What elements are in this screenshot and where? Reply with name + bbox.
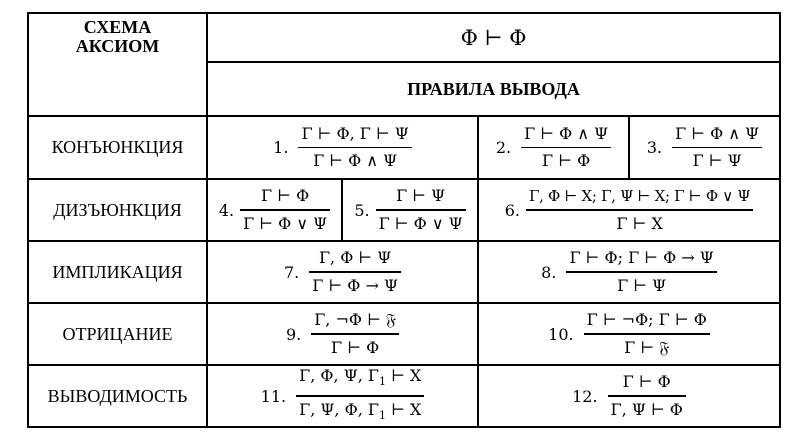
rule-7-cell: [208, 242, 477, 302]
rule-number: 3.: [646, 138, 663, 157]
fraction-bar: [526, 209, 753, 211]
rule-10: [548, 308, 710, 360]
category-implication: ИМПЛИКАЦИЯ: [52, 261, 183, 282]
fraction-bar: [376, 209, 466, 211]
fraction-bar: [566, 271, 716, 273]
rule-9-cell: [208, 304, 477, 364]
rule-conclusion: Γ ⊢ Φ: [331, 337, 380, 357]
fraction-bar: [298, 147, 411, 149]
rule-number: 9.: [285, 324, 302, 344]
rule-number: 6.: [504, 200, 520, 220]
rule-4-cell: [208, 180, 341, 240]
rule-fraction: [608, 370, 686, 422]
rule-fraction: [584, 308, 710, 360]
axiom-schema-header-line1: СХЕМА: [83, 17, 152, 37]
rule-9: [286, 308, 399, 360]
rule-fraction: [240, 184, 330, 236]
axiom-schema-header: [29, 14, 206, 115]
rule-5: [354, 184, 465, 236]
rule-6-cell: [479, 180, 779, 240]
rule-conclusion: Γ ⊢ X: [616, 213, 663, 233]
rule-fraction: [376, 184, 466, 236]
rule-fraction: [566, 246, 716, 298]
rule-premise: Γ ⊢ Φ ∧ Ψ: [524, 123, 609, 143]
fraction-bar: [240, 209, 330, 211]
fraction-bar: [311, 333, 399, 335]
rule-8: [541, 246, 717, 298]
premise-consequent: ⊢ X: [386, 366, 422, 386]
rule-fraction: [311, 308, 399, 360]
rule-7: [284, 246, 401, 298]
rule-4: [219, 184, 330, 236]
axiom-formula: Φ ⊢ Φ: [460, 25, 527, 50]
rule-premise: Γ ⊢ Φ; Γ ⊢ Φ → Ψ: [569, 248, 714, 268]
conclusion-consequent: ⊢ X: [386, 399, 422, 419]
rule-number: 4.: [218, 200, 235, 220]
rule-premise: Γ ⊢ Φ, Γ ⊢ Ψ: [301, 123, 409, 143]
rule-premise: Γ ⊢ Φ: [622, 372, 671, 392]
rule-conclusion: Γ ⊢ 𝔉: [624, 337, 670, 357]
rule-premise: Γ, Φ ⊢ X; Γ, Ψ ⊢ X; Γ ⊢ Φ ∨ Ψ: [528, 187, 751, 206]
inference-rules-title: ПРАВИЛА ВЫВОДА: [407, 78, 580, 99]
rule-conclusion: Γ ⊢ Φ: [542, 151, 591, 171]
rule-number: 2.: [495, 138, 512, 157]
premise-context: Γ, Φ, Ψ, Γ: [299, 366, 379, 386]
rule-10-cell: [479, 304, 779, 364]
rule-fraction: [526, 184, 753, 236]
rule-premise: Γ ⊢ Φ ∧ Ψ: [675, 123, 760, 143]
fraction-bar: [521, 147, 611, 149]
rule-conclusion: Γ, Ψ ⊢ Φ: [610, 399, 683, 419]
fraction-bar: [296, 395, 424, 397]
rule-2-cell: [479, 117, 628, 178]
rule-premise: [296, 364, 424, 394]
rule-fraction: [309, 246, 401, 298]
rule-11-cell: [208, 366, 477, 426]
rule-number: 1.: [273, 138, 289, 157]
rule-3-cell: [630, 117, 779, 178]
rule-premise: Γ ⊢ ¬Φ; Γ ⊢ Φ: [586, 310, 707, 330]
fraction-bar: [584, 333, 710, 335]
fraction-bar: [672, 147, 762, 149]
category-disjunction: ДИЗЪЮНКЦИЯ: [53, 199, 182, 220]
rule-3: [647, 122, 762, 174]
rule-12: [572, 370, 686, 422]
rule-5-cell: [343, 180, 477, 240]
rule-1-cell: [208, 117, 477, 178]
table-border-right: [779, 12, 781, 428]
premise-subscript: 1: [379, 375, 386, 389]
rule-number: 8.: [541, 262, 557, 282]
rule-premise: Γ ⊢ Ψ: [396, 186, 446, 206]
category-conjunction: КОНЪЮНКЦИЯ: [51, 137, 184, 157]
rule-2: [496, 122, 611, 174]
rule-8-cell: [479, 242, 779, 302]
rule-premise: Γ ⊢ Φ: [261, 186, 310, 206]
rule-number: 11.: [260, 386, 287, 406]
axiom-schema-header-line2: АКСИОМ: [75, 36, 160, 56]
rule-number: 7.: [283, 262, 300, 282]
rule-number: 10.: [548, 324, 574, 344]
rule-fraction: [298, 122, 411, 174]
rule-11: [261, 364, 425, 428]
rule-conclusion: Γ ⊢ Φ ∨ Ψ: [243, 213, 328, 233]
fraction-bar: [608, 395, 686, 397]
rule-conclusion: Γ ⊢ Φ ∨ Ψ: [378, 213, 463, 233]
rule-fraction: [672, 122, 762, 174]
rule-number: 5.: [354, 200, 370, 220]
conclusion-subscript: 1: [379, 408, 386, 422]
category-derivability: ВЫВОДИМОСТЬ: [47, 385, 188, 406]
rule-conclusion: [296, 398, 424, 428]
rule-conclusion: Γ ⊢ Ψ: [692, 151, 742, 171]
rule-fraction: [521, 122, 611, 174]
rule-fraction: [296, 364, 424, 428]
category-negation: ОТРИЦАНИЕ: [62, 323, 173, 344]
conclusion-context: Γ, Ψ, Φ, Γ: [299, 399, 379, 419]
fraction-bar: [309, 271, 401, 273]
rule-premise: Γ, Φ ⊢ Ψ: [318, 248, 392, 268]
rule-12-cell: [479, 366, 779, 426]
rule-1: [273, 122, 412, 174]
rule-premise: Γ, ¬Φ ⊢ 𝔉: [314, 310, 397, 330]
rule-number: 12.: [572, 386, 598, 406]
rule-6: [505, 184, 754, 236]
rule-conclusion: Γ ⊢ Ψ: [617, 275, 667, 295]
rule-conclusion: Γ ⊢ Φ ∧ Ψ: [313, 151, 398, 171]
rule-conclusion: Γ ⊢ Φ → Ψ: [312, 275, 399, 295]
